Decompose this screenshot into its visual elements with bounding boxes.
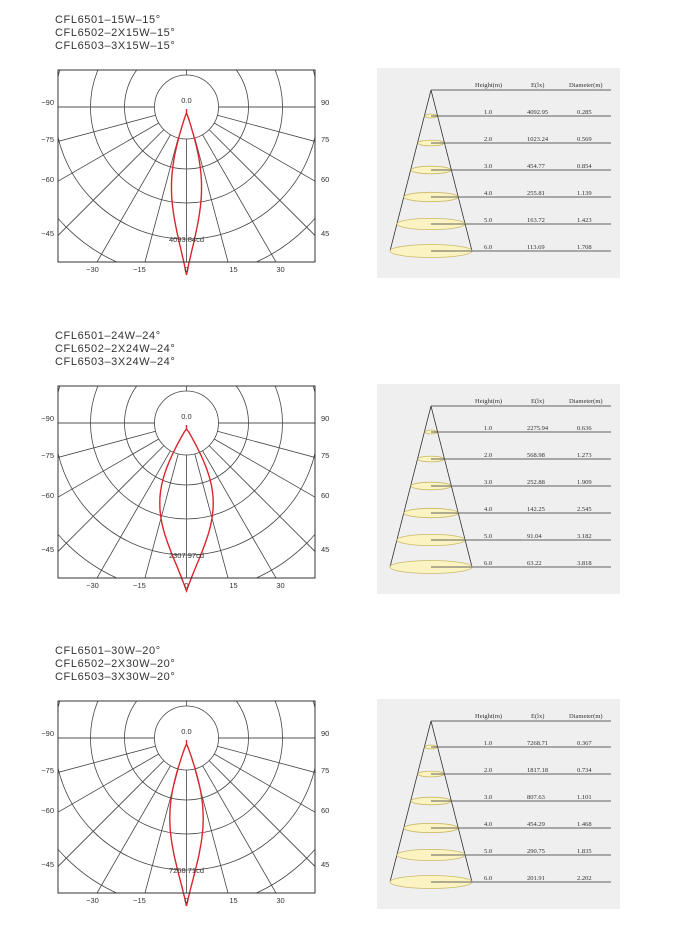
model-title: CFL6502–2X30W–20° xyxy=(55,658,176,670)
header-illuminance: E(lx) xyxy=(531,82,545,89)
angle-label-left: −75 xyxy=(41,766,54,775)
angle-label-right: 45 xyxy=(321,229,330,238)
model-titles xyxy=(55,14,175,53)
row-illuminance: 2275.94 xyxy=(527,425,549,432)
header-height: Height(m) xyxy=(475,398,503,405)
angle-label-bottom: 15 xyxy=(229,581,238,590)
angle-label-left: −90 xyxy=(41,98,54,107)
angle-label-bottom: 15 xyxy=(229,896,238,905)
angle-label-bottom: −30 xyxy=(86,265,99,274)
row-illuminance: 201.91 xyxy=(527,875,545,882)
model-title: CFL6502–2X15W–15° xyxy=(55,27,176,39)
row-illuminance: 454.77 xyxy=(527,163,545,170)
angle-label-left: −45 xyxy=(41,860,54,869)
row-illuminance: 4092.95 xyxy=(527,109,549,116)
header-height: Height(m) xyxy=(475,713,503,720)
header-diameter: Diameter(m) xyxy=(569,713,603,720)
row-height: 3.0 xyxy=(484,794,493,801)
row-height: 1.0 xyxy=(484,425,493,432)
row-illuminance: 1817.18 xyxy=(527,767,549,774)
angle-label-left: −90 xyxy=(41,414,54,423)
row-diameter: 1.101 xyxy=(577,794,592,801)
angle-label-right: 90 xyxy=(321,414,330,423)
angle-label-bottom: 0 xyxy=(184,896,189,905)
row-diameter: 2.202 xyxy=(577,875,592,882)
illuminance-panel xyxy=(377,699,620,909)
model-title: CFL6503–3X30W–20° xyxy=(55,671,176,683)
angle-label-bottom: −15 xyxy=(133,581,146,590)
row-illuminance: 454.29 xyxy=(527,821,545,828)
angle-label-left: −60 xyxy=(41,806,54,815)
angle-label-bottom: 0 xyxy=(184,265,189,274)
row-height: 1.0 xyxy=(484,109,493,116)
angle-label-bottom: −30 xyxy=(86,581,99,590)
model-title: CFL6503–3X15W–15° xyxy=(55,40,176,52)
row-illuminance: 255.81 xyxy=(527,190,545,197)
header-illuminance: E(lx) xyxy=(531,398,545,405)
center-label: 0.0 xyxy=(181,96,192,105)
cone-diagram xyxy=(377,699,620,909)
row-height: 2.0 xyxy=(484,767,493,774)
model-title: CFL6501–24W–24° xyxy=(55,330,161,342)
illuminance-panel xyxy=(377,384,620,594)
header-illuminance: E(lx) xyxy=(531,713,545,720)
center-label: 0.0 xyxy=(181,727,192,736)
model-title: CFL6501–30W–20° xyxy=(55,645,161,657)
row-illuminance: 163.72 xyxy=(527,217,545,224)
row-height: 3.0 xyxy=(484,163,493,170)
row-diameter: 3.818 xyxy=(577,560,592,567)
row-illuminance: 807.63 xyxy=(527,794,545,801)
row-illuminance: 7268.71 xyxy=(527,740,549,747)
row-height: 6.0 xyxy=(484,875,493,882)
row-diameter: 1.468 xyxy=(577,821,592,828)
angle-label-left: −90 xyxy=(41,729,54,738)
row-diameter: 3.182 xyxy=(577,533,592,540)
cone-diagram xyxy=(377,68,620,278)
header-diameter: Diameter(m) xyxy=(569,398,603,405)
angle-label-right: 90 xyxy=(321,729,330,738)
model-titles xyxy=(55,645,175,684)
row-height: 2.0 xyxy=(484,136,493,143)
angle-label-left: −60 xyxy=(41,491,54,500)
row-diameter: 0.636 xyxy=(577,425,592,432)
row-illuminance: 91.04 xyxy=(527,533,542,540)
row-height: 1.0 xyxy=(484,740,493,747)
model-title: CFL6501–15W–15° xyxy=(55,14,161,26)
peak-intensity-label: 4093.84cd xyxy=(168,235,205,244)
angle-label-right: 45 xyxy=(321,545,330,554)
row-height: 6.0 xyxy=(484,560,493,567)
angle-label-bottom: 30 xyxy=(276,581,285,590)
angle-label-right: 90 xyxy=(321,98,330,107)
section-1 xyxy=(0,0,677,300)
angle-label-right: 75 xyxy=(321,451,330,460)
row-diameter: 1.139 xyxy=(577,190,592,197)
angle-label-right: 60 xyxy=(321,806,330,815)
angle-label-right: 45 xyxy=(321,860,330,869)
row-diameter: 2.545 xyxy=(577,506,592,513)
angle-label-right: 60 xyxy=(321,175,330,184)
row-height: 2.0 xyxy=(484,452,493,459)
angle-label-bottom: −15 xyxy=(133,896,146,905)
row-diameter: 1.708 xyxy=(577,244,592,251)
header-diameter: Diameter(m) xyxy=(569,82,603,89)
row-diameter: 1.273 xyxy=(577,452,592,459)
angle-label-right: 75 xyxy=(321,766,330,775)
angle-label-bottom: 0 xyxy=(184,581,189,590)
header-height: Height(m) xyxy=(475,82,503,89)
polar-diagram xyxy=(0,376,340,601)
polar-diagram xyxy=(0,60,340,285)
polar-diagram xyxy=(0,691,340,916)
row-height: 5.0 xyxy=(484,533,493,540)
row-height: 5.0 xyxy=(484,217,493,224)
angle-label-bottom: 15 xyxy=(229,265,238,274)
cone-diagram xyxy=(377,384,620,594)
model-titles xyxy=(55,330,175,369)
row-height: 5.0 xyxy=(484,848,493,855)
angle-label-left: −75 xyxy=(41,135,54,144)
row-illuminance: 113.69 xyxy=(527,244,545,251)
row-diameter: 0.569 xyxy=(577,136,592,143)
row-illuminance: 63.22 xyxy=(527,560,542,567)
angle-label-bottom: 30 xyxy=(276,265,285,274)
row-diameter: 0.734 xyxy=(577,767,592,774)
model-title: CFL6503–3X24W–24° xyxy=(55,356,176,368)
angle-label-right: 75 xyxy=(321,135,330,144)
angle-label-bottom: 30 xyxy=(276,896,285,905)
angle-label-bottom: −15 xyxy=(133,265,146,274)
row-height: 3.0 xyxy=(484,479,493,486)
row-height: 4.0 xyxy=(484,190,493,197)
row-height: 4.0 xyxy=(484,821,493,828)
row-height: 4.0 xyxy=(484,506,493,513)
row-illuminance: 1023.24 xyxy=(527,136,549,143)
peak-intensity-label: 7268.71cd xyxy=(168,866,205,875)
angle-label-left: −45 xyxy=(41,229,54,238)
center-label: 0.0 xyxy=(181,412,192,421)
row-diameter: 1.423 xyxy=(577,217,592,224)
row-illuminance: 142.25 xyxy=(527,506,545,513)
row-diameter: 1.835 xyxy=(577,848,592,855)
angle-label-left: −60 xyxy=(41,175,54,184)
model-title: CFL6502–2X24W–24° xyxy=(55,343,176,355)
row-diameter: 0.285 xyxy=(577,109,592,116)
angle-label-right: 60 xyxy=(321,491,330,500)
row-diameter: 1.909 xyxy=(577,479,592,486)
row-height: 6.0 xyxy=(484,244,493,251)
peak-intensity-label: 2307.97cd xyxy=(168,551,205,560)
row-illuminance: 290.75 xyxy=(527,848,545,855)
illuminance-panel xyxy=(377,68,620,278)
row-illuminance: 252.88 xyxy=(527,479,545,486)
row-illuminance: 568.98 xyxy=(527,452,545,459)
section-3 xyxy=(0,631,677,931)
angle-label-bottom: −30 xyxy=(86,896,99,905)
angle-label-left: −45 xyxy=(41,545,54,554)
row-diameter: 0.854 xyxy=(577,163,592,170)
section-2 xyxy=(0,316,677,616)
angle-label-left: −75 xyxy=(41,451,54,460)
row-diameter: 0.367 xyxy=(577,740,592,747)
